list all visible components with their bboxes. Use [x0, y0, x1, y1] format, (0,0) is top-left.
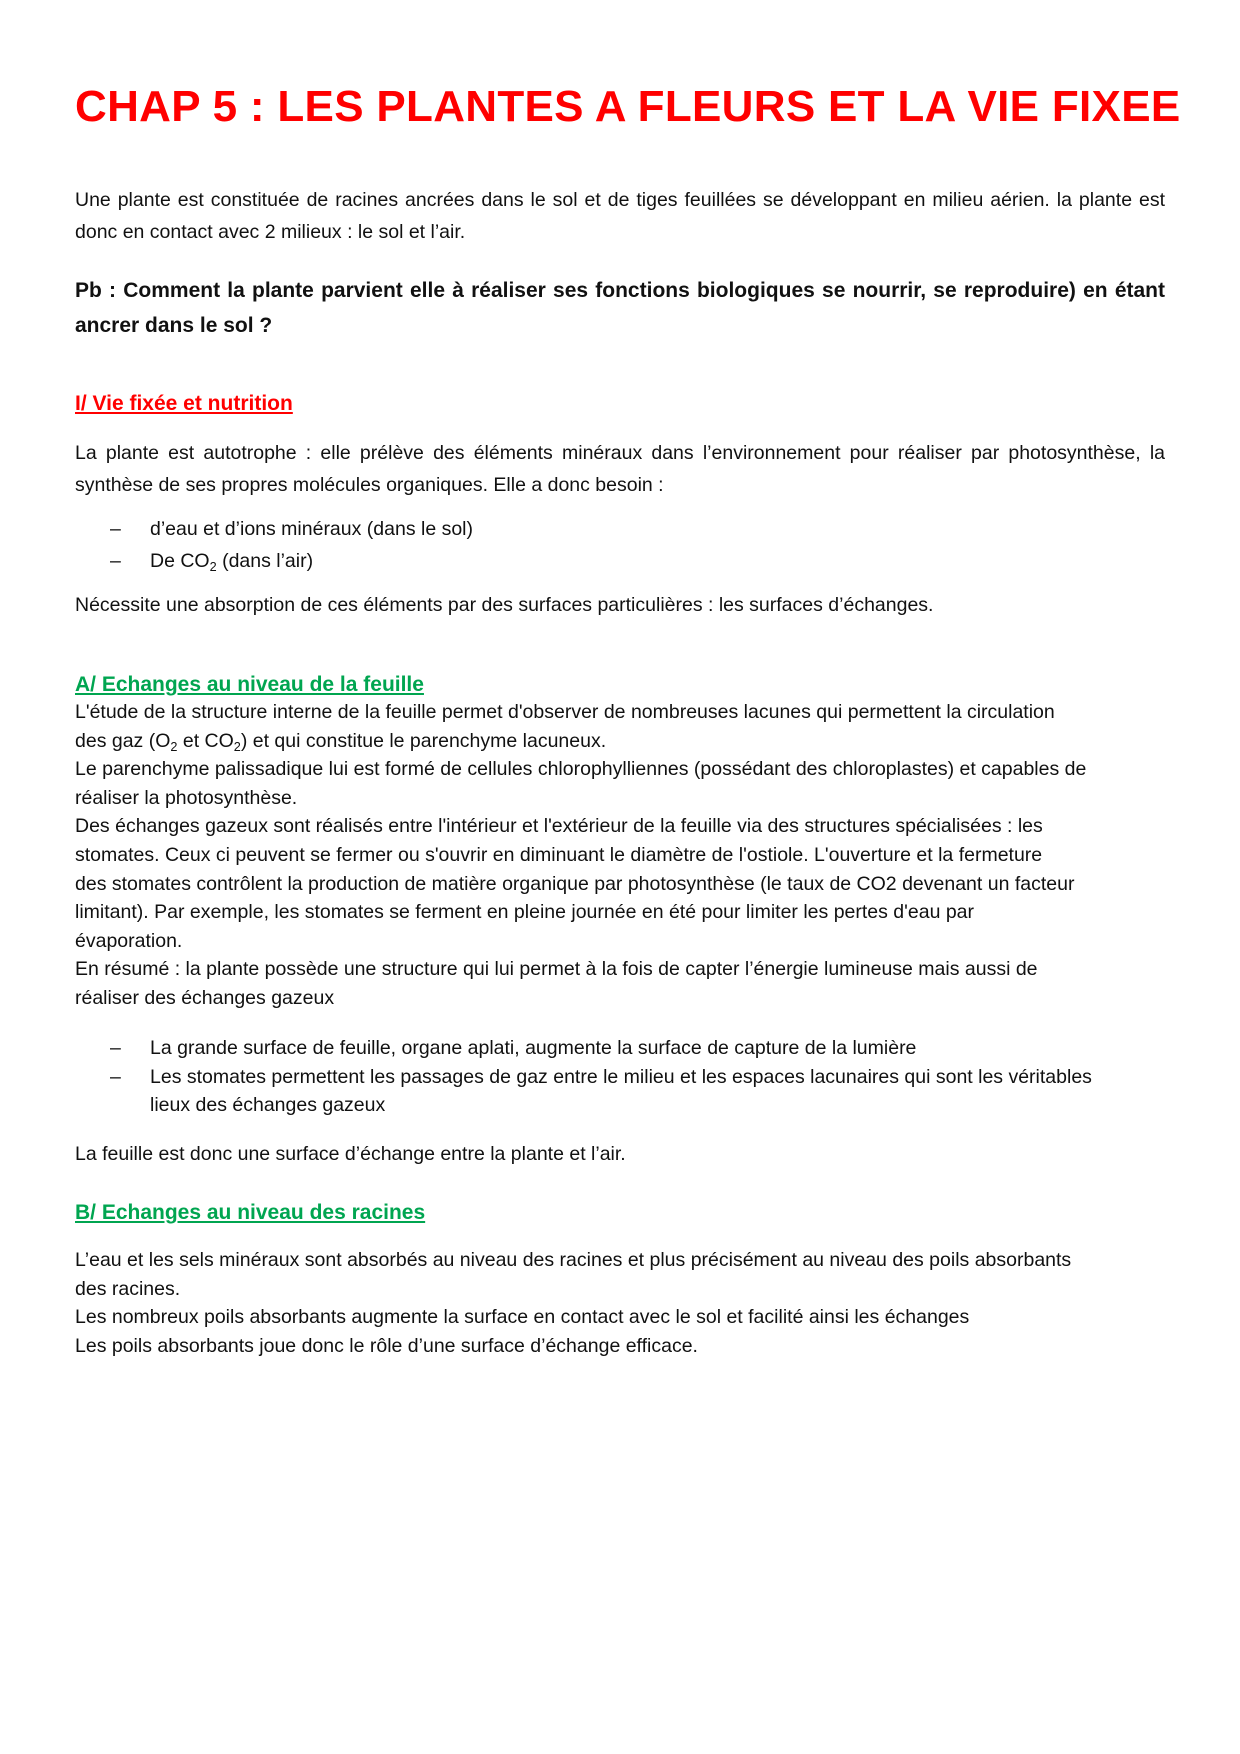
leaf-summary-list — [75, 1034, 1165, 1120]
text-span: et CO — [177, 729, 234, 752]
text-line: En résumé : la plante possède une structure qui lui permet à la fois de capter l’énergie lumineuse mais aussi de — [75, 958, 1038, 981]
list-item — [75, 1034, 1165, 1063]
section-heading-nutrition — [75, 388, 1165, 420]
text-line: évaporation. — [75, 929, 183, 952]
nutrition-conclusion: Nécessite une absorption de ces éléments par des surfaces particulières : les surfaces d’échanges. — [75, 594, 934, 616]
list-item-text: Les stomates permettent les passages de gaz entre le milieu et les espaces lacunaires qui sont les véritables — [150, 1065, 1092, 1088]
section-heading-leaf — [75, 669, 1165, 701]
list-item-text: lieux des échanges gazeux — [150, 1094, 386, 1117]
section-heading-roots — [75, 1197, 1165, 1229]
needs-list — [75, 513, 1165, 577]
text-line: des racines. — [75, 1277, 181, 1300]
text-line: limitant). Par exemple, les stomates se ferment en pleine journée en été pour limiter les pertes d'eau par — [75, 901, 975, 924]
nutrition-paragraph: La plante est autotrophe : elle prélève des éléments minéraux dans l’environnement pour réaliser par photosynthèse, la synthèse de ses propres molécules organiques. Elle a donc besoin : — [75, 442, 1165, 496]
subscript: 2 — [209, 559, 217, 574]
text-line: L'étude de la structure interne de la feuille permet d'observer de nombreuses lacunes qui permettent la circulation — [75, 701, 1055, 723]
document-page — [75, 0, 1181, 1754]
subscript: 2 — [170, 739, 178, 754]
list-item-text: d’eau et d’ions minéraux (dans le sol) — [150, 518, 474, 540]
dash-bullet: – — [110, 518, 121, 540]
problem-statement: Pb : Comment la plante parvient elle à réaliser ses fonctions biologiques se nourrir, se reproduire) en étant ancrer dans le sol ? — [75, 279, 1165, 337]
dash-bullet: – — [110, 550, 121, 572]
list-item-text: (dans l’air) — [216, 550, 314, 572]
text-line: des stomates contrôlent la production de matière organique par photosynthèse (le taux de CO2 devenant un facteur — [75, 872, 1075, 895]
subscript: 2 — [233, 739, 241, 754]
list-item-text: De CO — [150, 550, 210, 572]
text-line: L’eau et les sels minéraux sont absorbés au niveau des racines et plus précisément au niveau des poils absorbants — [75, 1249, 1072, 1271]
page-title: CHAP 5 : LES PLANTES A FLEURS ET LA VIE FIXEE — [75, 82, 1181, 131]
leaf-paragraph — [75, 698, 1165, 1013]
text-line: Les poils absorbants joue donc le rôle d’une surface d’échange efficace. — [75, 1334, 698, 1357]
list-item — [75, 513, 1165, 545]
section-heading-text: I/ Vie fixée et nutrition — [75, 392, 293, 415]
list-item — [75, 545, 1165, 577]
text-line: Les nombreux poils absorbants augmente la surface en contact avec le sol et facilité ainsi les échanges — [75, 1306, 970, 1329]
text-span: des gaz (O — [75, 729, 171, 752]
text-line: réaliser des échanges gazeux — [75, 986, 335, 1009]
text-line: Des échanges gazeux sont réalisés entre l'intérieur et l'extérieur de la feuille via des structures spécialisées : les — [75, 815, 1043, 838]
dash-bullet: – — [110, 1065, 121, 1088]
section-heading-text: B/ Echanges au niveau des racines — [75, 1201, 426, 1224]
roots-paragraph — [75, 1246, 1165, 1360]
text-line — [75, 727, 1165, 756]
text-line: stomates. Ceux ci peuvent se fermer ou s'ouvrir en diminuant le diamètre de l'ostiole. L'ouverture et la fermeture — [75, 843, 1043, 866]
list-item — [75, 1063, 1165, 1120]
intro-paragraph: Une plante est constituée de racines ancrées dans le sol et de tiges feuillées se développant en milieu aérien. la plante est donc en contact avec 2 milieux : le sol et l’air. — [75, 189, 1165, 243]
text-line: Le parenchyme palissadique lui est formé de cellules chlorophylliennes (possédant des chloroplastes) et capables de — [75, 758, 1087, 781]
list-item-text: La grande surface de feuille, organe aplati, augmente la surface de capture de la lumière — [150, 1037, 917, 1059]
dash-bullet: – — [110, 1037, 121, 1059]
text-line: réaliser la photosynthèse. — [75, 786, 298, 809]
text-span: ) et qui constitue le parenchyme lacuneux. — [240, 729, 607, 752]
section-heading-text: A/ Echanges au niveau de la feuille — [75, 673, 424, 696]
leaf-conclusion: La feuille est donc une surface d’échange entre la plante et l’air. — [75, 1143, 626, 1165]
